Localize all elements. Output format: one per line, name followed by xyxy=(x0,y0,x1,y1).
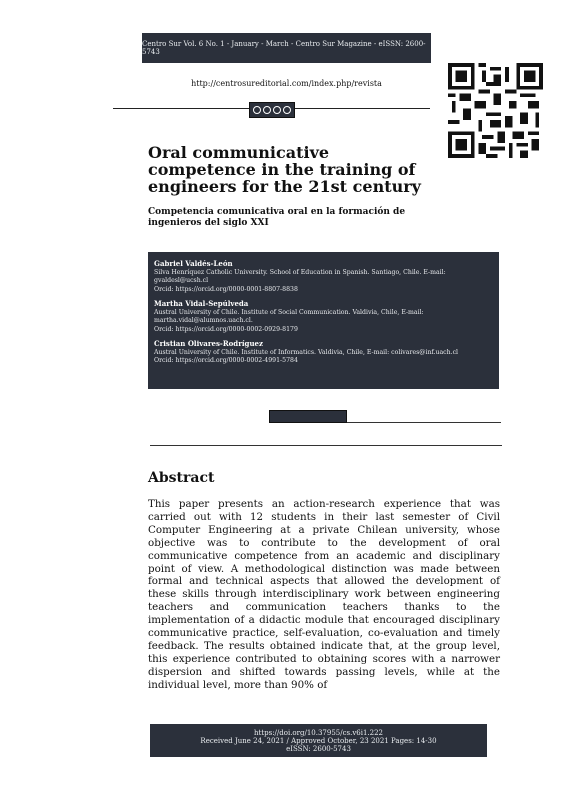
paper-title: Oral communicative competence in the training of engineers for the 21st century xyxy=(148,143,421,196)
abstract-text: This paper presents an action-research experience that was carried out with 12 students in their last semester of Civil Computer Engineering at a private Chilean university, whose objective was to contribute to the development of oral communicative competence from an academic and disciplinary point of view. A methodological distinction was made between formal and technical aspects that allowed the development of these skills through interdisciplinary work between engineering teachers and communication teachers thanks to the implementation of a didactic module that encouraged disciplinary communicative practice, self-evaluation, co-evaluation and timely feedback. The results obtained indicate that, at the group level, this experience contributed to obtaining scores with a narrower dispersion and shifted towards passing levels, while at the individual level, more than 90% of xyxy=(148,498,500,691)
authors-box xyxy=(148,252,499,389)
sa-circle-icon xyxy=(283,106,291,114)
author-affiliation: Austral University of Chile. Institute of Social Communication. Valdivia, Chile, E-mail: martha.vidal@alumnos.uach.cl. xyxy=(154,308,424,324)
by-circle-icon xyxy=(263,106,271,114)
journal-line: Centro Sur Vol. 6 No. 1 - January - March - Centro Sur Magazine - eISSN: 2600-5743 xyxy=(142,40,426,56)
author-entry xyxy=(154,260,493,294)
abstract-divider-line xyxy=(150,445,502,446)
author-orcid[interactable]: Orcid: https://orcid.org/0000-0002-4991-5784 xyxy=(154,357,298,364)
journal-header-bar xyxy=(142,33,431,63)
paper-subtitle: Competencia comunicativa oral en la formación de ingenieros del siglo XXI xyxy=(148,207,406,228)
author-affiliation: Silva Henríquez Catholic University. School of Education in Spanish. Santiago, Chile. E-mail: gvaldesl@ucsh.cl xyxy=(154,268,446,284)
footer-issn: eISSN: 2600-5743 xyxy=(286,744,351,753)
author-affiliation: Austral University of Chile. Institute of Informatics. Valdivia, Chile, E-mail: colivares@inf.uach.cl xyxy=(154,348,459,356)
cc-circle-icon xyxy=(253,106,261,114)
section-divider-line xyxy=(347,422,501,423)
author-name: Gabriel Valdés-León xyxy=(154,259,233,268)
section-divider-block xyxy=(269,410,347,423)
author-entry xyxy=(154,340,493,366)
author-orcid[interactable]: Orcid: https://orcid.org/0000-0001-8807-8838 xyxy=(154,285,298,293)
author-entry xyxy=(154,300,493,334)
creative-commons-icon xyxy=(249,102,295,118)
footer-dates: Received June 24, 2021 / Approved October, 23 2021 Pages: 14-30 xyxy=(200,736,437,745)
qr-code-icon[interactable] xyxy=(448,63,543,158)
journal-url[interactable]: http://centrosureditorial.com/index.php/revista xyxy=(191,79,382,88)
author-name: Cristian Olivares-Rodríguez xyxy=(154,339,263,348)
footer-doi[interactable]: https://doi.org/10.37955/cs.v6i1.222 xyxy=(253,728,384,737)
author-orcid[interactable]: Orcid: https://orcid.org/0000-0002-0929-8179 xyxy=(154,325,298,333)
abstract-heading: Abstract xyxy=(148,470,215,486)
author-name: Martha Vidal-Sepúlveda xyxy=(154,299,249,308)
footer-bar xyxy=(150,724,487,757)
nc-circle-icon xyxy=(273,106,281,114)
